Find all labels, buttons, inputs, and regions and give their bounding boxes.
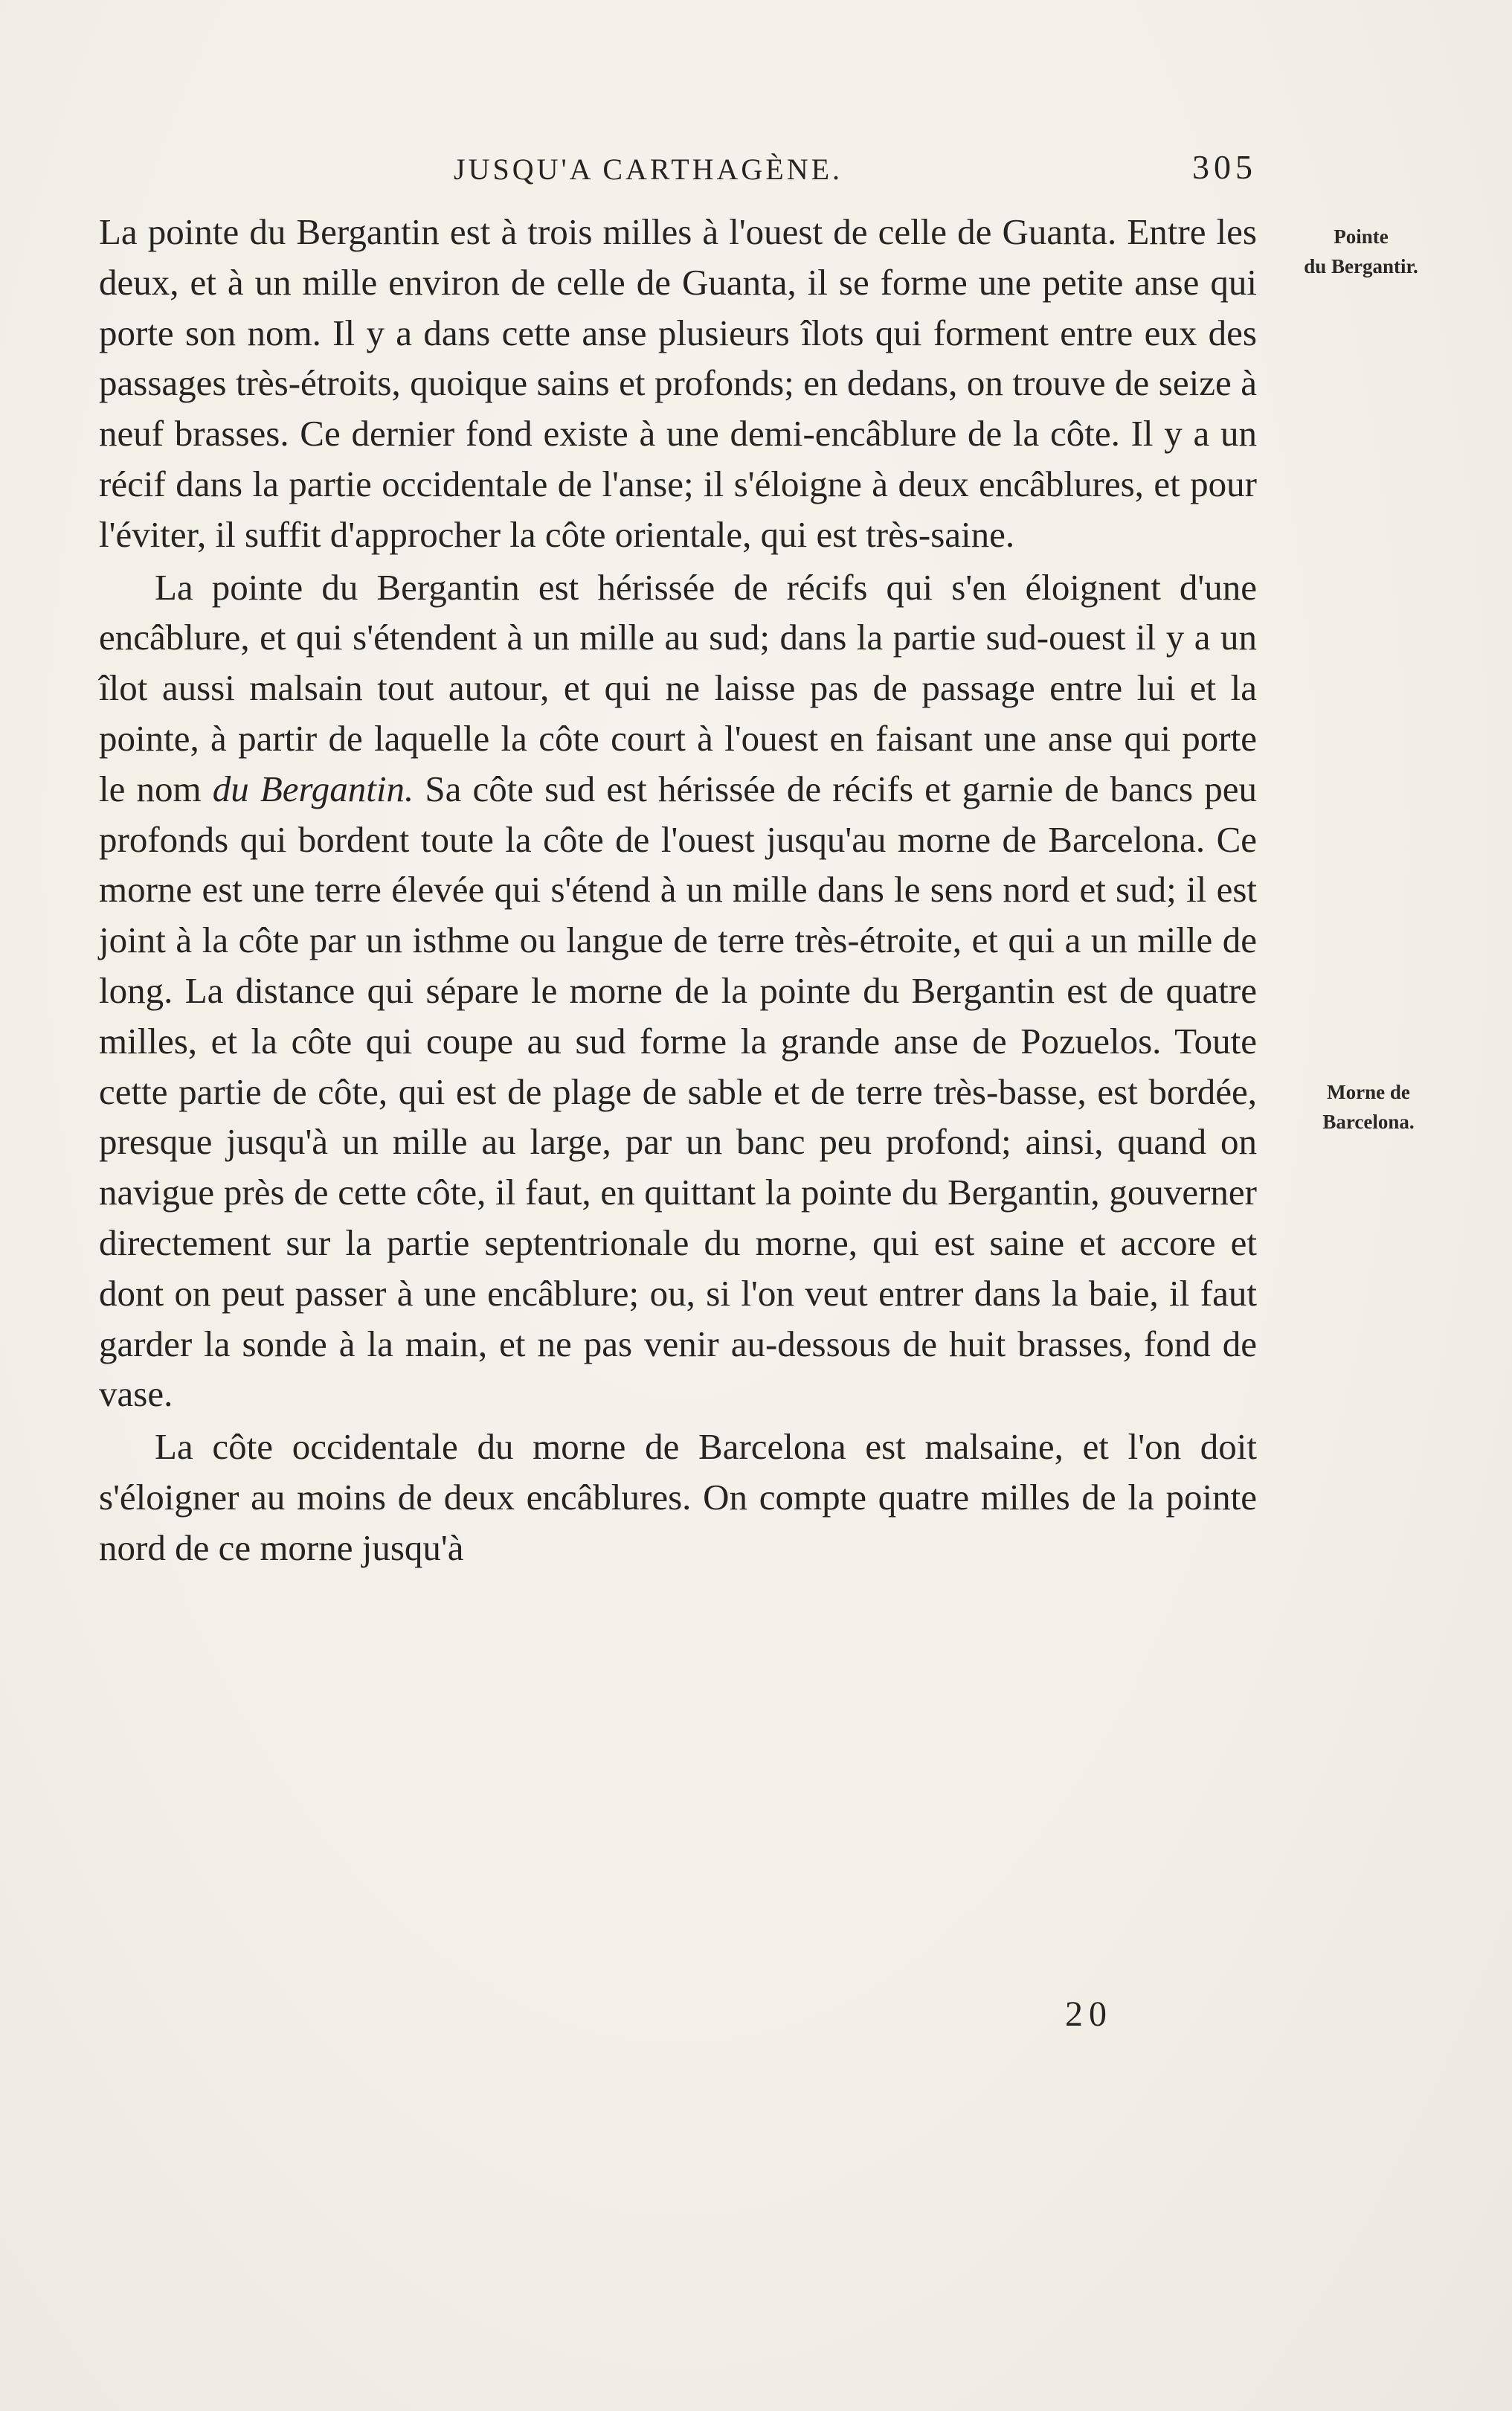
margin-note-morne-de-barcelona [1264,1077,1473,1137]
running-head-title: JUSQU'A CARTHAGÈNE. [454,153,843,186]
paragraph-3: La côte occidentale du morne de Barcelona est malsaine, et l'on doit s'éloigner au moins de deux encâblures. On compte quatre milles de la pointe nord de ce morne jusqu'à [99,1426,1257,1568]
margin-note-line: Pointe [1334,225,1389,248]
margin-note-line: Morne de [1327,1081,1410,1103]
running-head [454,147,1257,192]
paragraph-2-italic: du Bergantin. [212,768,414,809]
page-number: 305 [1192,148,1257,186]
margin-note-line: du Bergantir. [1304,255,1418,277]
paragraph-2-text-after: Sa côte sud est hérissée de récifs et garnie de bancs peu profonds qui bordent toute la côte de l'ouest jusqu'au morne de Barcelona. Ce morne est une terre élevée qui s'étend à un mille dans le sens nord et sud; il est joint à la côte par un isthme ou langue de terre très-étroite, et qui a un mille de long. La distance qui sépare le morne de la pointe du Bergantin est de quatre milles, et la côte qui coupe au sud forme la grande anse de Pozuelos. Toute cette partie de côte, qui est de plage de sable et de terre très-basse, est bordée, presque jusqu'à un mille au large, par un banc peu profond; ainsi, quand on navigue près de cette côte, il faut, en quittant la pointe du Bergantin, gouverner directement sur la partie septentrionale du morne, qui est saine et accore et dont on peut passer à une encâblure; ou, si l'on veut entrer dans la baie, il faut garder la sonde à la main, et ne pas venir au-dessous de huit brasses, fond de vase. [99,768,1257,1415]
paragraph-2-text-before: La pointe du Bergantin est hérissée de récifs qui s'en éloignent d'une encâblure, et qui s'étendent à un mille au sud; dans la partie sud-ouest il y a un îlot aussi malsain tout autour, et qui ne laisse pas de passage entre lui et la pointe, à partir de laquelle la côte court à l'ouest en faisant une anse qui porte le nom [99,566,1257,809]
margin-note-line: Barcelona. [1322,1111,1415,1133]
body-text [99,207,1257,1573]
paragraph-1: La pointe du Bergantin est à trois milles à l'ouest de celle de Guanta. Entre les deux, et à un mille environ de celle de Guanta, il se forme une petite anse qui porte son nom. Il y a dans cette anse plusieurs îlots qui forment entre eux des passages très-étroits, quoique sains et profonds; en dedans, on trouve de seize à neuf brasses. Ce dernier fond existe à une demi-encâblure de la côte. Il y a un récif dans la partie occidentale de l'anse; il s'éloigne à deux encâblures, et pour l'éviter, il suffit d'approcher la côte orientale, qui est très-saine. [99,211,1257,555]
paragraph-2 [99,562,1257,1420]
margin-note-pointe-du-bergantin [1257,222,1465,281]
signature-mark: 20 [1065,1994,1113,2034]
